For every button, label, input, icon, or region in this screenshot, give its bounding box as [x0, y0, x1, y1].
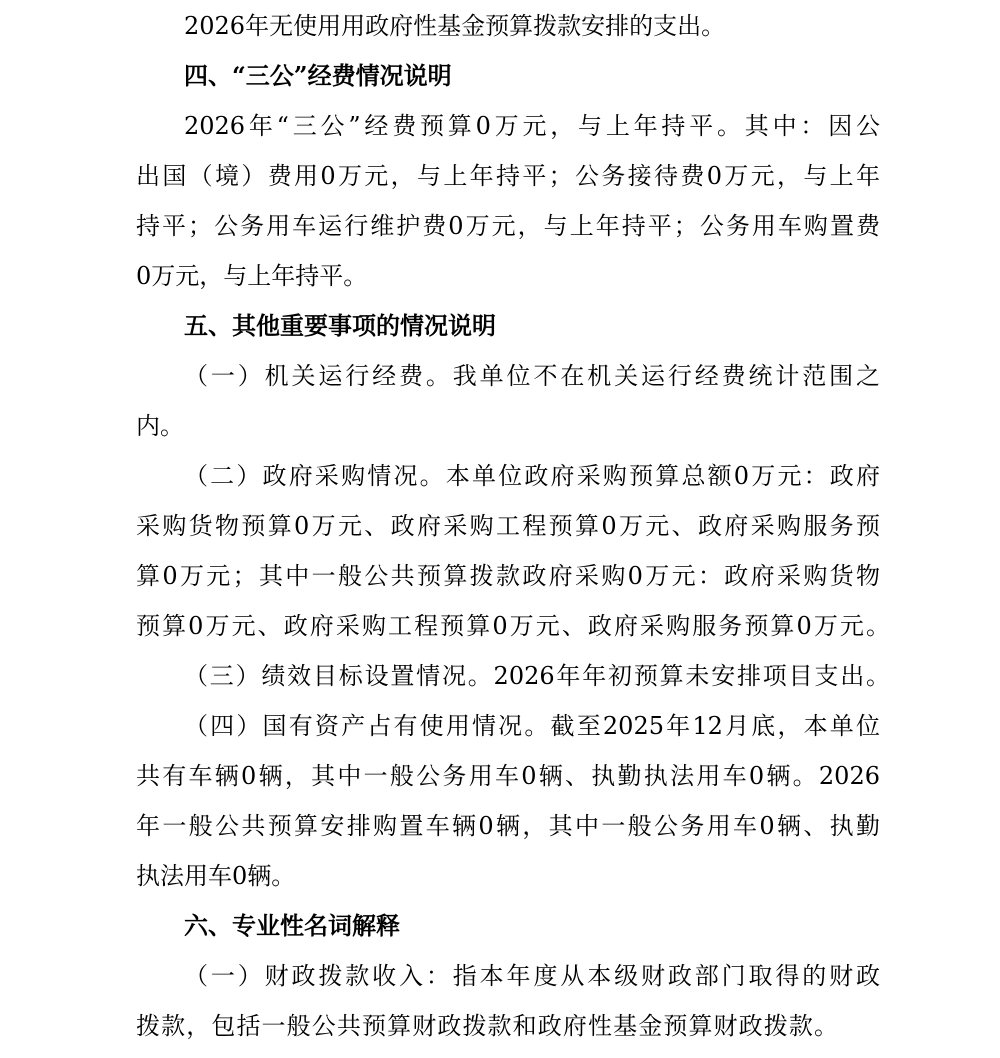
paragraph-line-20: （一）财政拨款收入：指本年度从本级财政部门取得的财政 — [184, 962, 880, 990]
paragraph-line-5: 持平；公务用车运行维护费0万元，与上年持平；公务用车购置费 — [136, 212, 880, 240]
paragraph-line-13: 预算0万元、政府采购工程预算0万元、政府采购服务预算0万元。 — [136, 612, 890, 640]
paragraph-line-14: （三）绩效目标设置情况。2026年年初预算未安排项目支出。 — [184, 662, 890, 690]
paragraph-line-4: 出国（境）费用0万元，与上年持平；公务接待费0万元，与上年 — [136, 162, 880, 190]
paragraph-line-18: 执法用车0辆。 — [136, 862, 296, 890]
paragraph-line-21: 拨款，包括一般公共预算财政拨款和政府性基金预算财政拨款。 — [136, 1012, 838, 1040]
paragraph-line-11: 采购货物预算0万元、政府采购工程预算0万元、政府采购服务预 — [136, 512, 880, 540]
paragraph-line-3: 2026年“三公”经费预算0万元，与上年持平。其中：因公 — [184, 112, 880, 140]
section-heading-four: 四、“三公”经费情况说明 — [184, 61, 452, 90]
section-heading-five: 五、其他重要事项的情况说明 — [184, 311, 496, 340]
paragraph-line-10: （二）政府采购情况。本单位政府采购预算总额0万元：政府 — [184, 462, 880, 490]
paragraph-line-6: 0万元，与上年持平。 — [136, 262, 368, 290]
paragraph-line-15: （四）国有资产占有使用情况。截至2025年12月底，本单位 — [184, 712, 880, 740]
paragraph-line-9: 内。 — [136, 412, 184, 440]
paragraph-line-1: 2026年无使用用政府性基金预算拨款安排的支出。 — [184, 12, 726, 40]
paragraph-line-12: 算0万元；其中一般公共预算拨款政府采购0万元：政府采购货物 — [136, 562, 880, 590]
paragraph-line-16: 共有车辆0辆，其中一般公务用车0辆、执勤执法用车0辆。2026 — [136, 762, 880, 790]
section-heading-six: 六、专业性名词解释 — [184, 911, 400, 940]
paragraph-line-8: （一）机关运行经费。我单位不在机关运行经费统计范围之 — [184, 362, 880, 390]
paragraph-line-17: 年一般公共预算安排购置车辆0辆，其中一般公务用车0辆、执勤 — [136, 812, 880, 840]
